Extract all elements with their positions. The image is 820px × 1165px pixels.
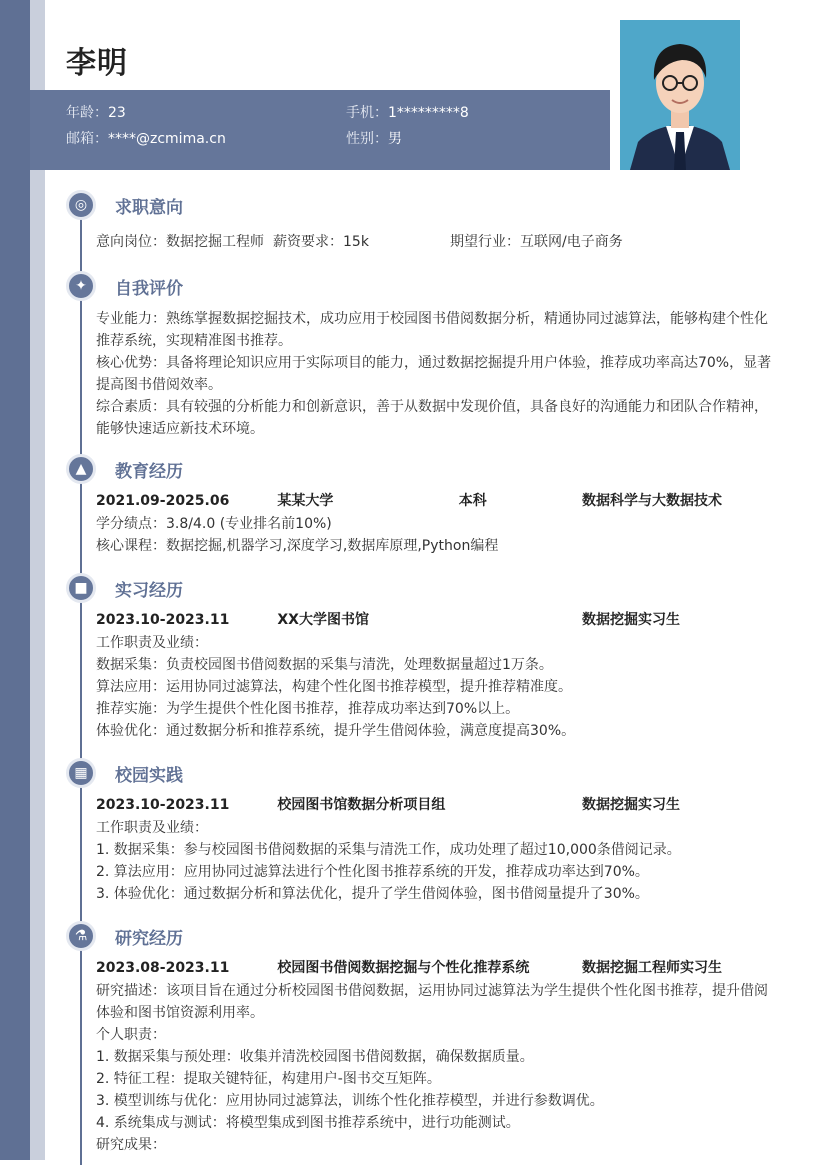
research-header-row	[96, 956, 776, 980]
internship-header-row	[96, 608, 776, 632]
education-major: 数据科学与大数据技术	[581, 493, 722, 509]
internship-role: 数据挖掘实习生	[581, 612, 680, 628]
intent-industry: 期望行业：互联网/电子商务	[450, 234, 623, 250]
self-line: 综合素质：具有较强的分析能力和创新意识，善于从数据中发现价值，具备良好的沟通能力和团队合作精神，能够快速适应新技术环境。	[96, 399, 768, 437]
graduation-cap-icon: ▲	[66, 454, 96, 484]
research-line: 4. 系统集成与测试：将模型集成到图书推荐系统中，进行功能测试。	[96, 1115, 520, 1131]
internship-line: 体验优化：通过数据分析和推荐系统，提升学生借阅体验，满意度提高30%。	[96, 723, 576, 739]
section-title: 自我评价	[115, 279, 183, 299]
research-date: 2023.08-2023.11	[96, 960, 230, 976]
section-self-evaluation	[66, 271, 776, 440]
section-title: 校园实践	[115, 766, 183, 786]
research-line: 个人职责：	[96, 1027, 166, 1043]
internship-line: 工作职责及业绩：	[96, 635, 208, 651]
candidate-name: 李明	[66, 46, 128, 81]
info-gender: 性别：男	[346, 131, 402, 147]
education-line: 学分绩点：3.8/4.0 (专业排名前10%)	[96, 516, 332, 532]
lightbulb-icon: ✦	[66, 271, 96, 301]
briefcase-icon: ■	[66, 573, 96, 603]
section-title: 研究经历	[115, 929, 183, 949]
research-line: 2. 特征工程：提取关键特征，构建用户-图书交互矩阵。	[96, 1071, 441, 1087]
campus-org: 校园图书馆数据分析项目组	[277, 797, 446, 813]
campus-role: 数据挖掘实习生	[581, 797, 680, 813]
self-line: 核心优势：具备将理论知识应用于实际项目的能力，通过数据挖掘提升用户体验，推荐成功率高达70%，显著提高图书借阅效率。	[96, 355, 772, 393]
research-line: 研究成果：	[96, 1137, 166, 1153]
campus-line: 2. 算法应用：应用协同过滤算法进行个性化图书推荐系统的开发，推荐成功率达到70%。	[96, 864, 649, 880]
internship-org: XX大学图书馆	[277, 612, 369, 628]
building-icon: ▦	[66, 758, 96, 788]
profile-photo	[620, 20, 740, 170]
info-email: 邮箱：****@zcmima.cn	[66, 131, 226, 147]
section-title: 实习经历	[115, 581, 183, 601]
section-internship	[66, 573, 776, 742]
research-line: 研究描述：该项目旨在通过分析校园图书借阅数据，运用协同过滤算法为学生提供个性化图书推荐，提升借阅体验和图书馆资源利用率。	[96, 983, 768, 1021]
education-school: 某某大学	[277, 493, 334, 509]
info-phone: 手机：1*********8	[346, 105, 469, 121]
flask-icon: ⚗	[66, 921, 96, 951]
intent-salary: 薪资要求：15k	[273, 234, 369, 250]
intent-position: 意向岗位：数据挖掘工程师	[96, 234, 264, 250]
internship-date: 2023.10-2023.11	[96, 612, 230, 628]
campus-line: 1. 数据采集：参与校园图书借阅数据的采集与清洗工作，成功处理了超过10,000条借阅记录。	[96, 842, 681, 858]
education-line: 核心课程：数据挖掘,机器学习,深度学习,数据库原理,Python编程	[96, 538, 499, 554]
info-age: 年龄：23	[66, 105, 126, 121]
section-campus-practice	[66, 758, 776, 905]
internship-line: 推荐实施：为学生提供个性化图书推荐，推荐成功率达到70%以上。	[96, 701, 520, 717]
education-date: 2021.09-2025.06	[96, 493, 230, 509]
section-job-intent	[66, 190, 776, 253]
campus-date: 2023.10-2023.11	[96, 797, 230, 813]
research-project: 校园图书借阅数据挖掘与个性化推荐系统	[277, 960, 530, 976]
section-title: 求职意向	[115, 198, 183, 218]
education-degree: 本科	[458, 493, 487, 509]
research-line: 1. 数据采集与预处理：收集并清洗校园图书借阅数据，确保数据质量。	[96, 1049, 534, 1065]
research-line: 3. 模型训练与优化：应用协同过滤算法，训练个性化推荐模型，并进行参数调优。	[96, 1093, 604, 1109]
section-education	[66, 454, 776, 557]
internship-line: 算法应用：运用协同过滤算法，构建个性化图书推荐模型，提升推荐精准度。	[96, 679, 572, 695]
self-line: 专业能力：熟练掌握数据挖掘技术，成功应用于校园图书借阅数据分析，精通协同过滤算法，能够构建个性化推荐系统，实现精准图书推荐。	[96, 311, 768, 349]
section-title: 教育经历	[115, 462, 183, 482]
left-stripe-light	[30, 0, 45, 1160]
basic-info-band	[30, 90, 610, 170]
internship-line: 数据采集：负责校园图书借阅数据的采集与清洗，处理数据量超过1万条。	[96, 657, 553, 673]
left-stripe	[0, 0, 30, 1160]
education-header-row	[96, 489, 776, 513]
campus-line: 3. 体验优化：通过数据分析和算法优化，提升了学生借阅体验，图书借阅量提升了30%。	[96, 886, 649, 902]
campus-header-row	[96, 793, 776, 817]
target-icon: ◎	[66, 190, 96, 220]
campus-line: 工作职责及业绩：	[96, 820, 208, 836]
research-role: 数据挖掘工程师实习生	[581, 960, 722, 976]
section-research	[66, 921, 776, 1156]
